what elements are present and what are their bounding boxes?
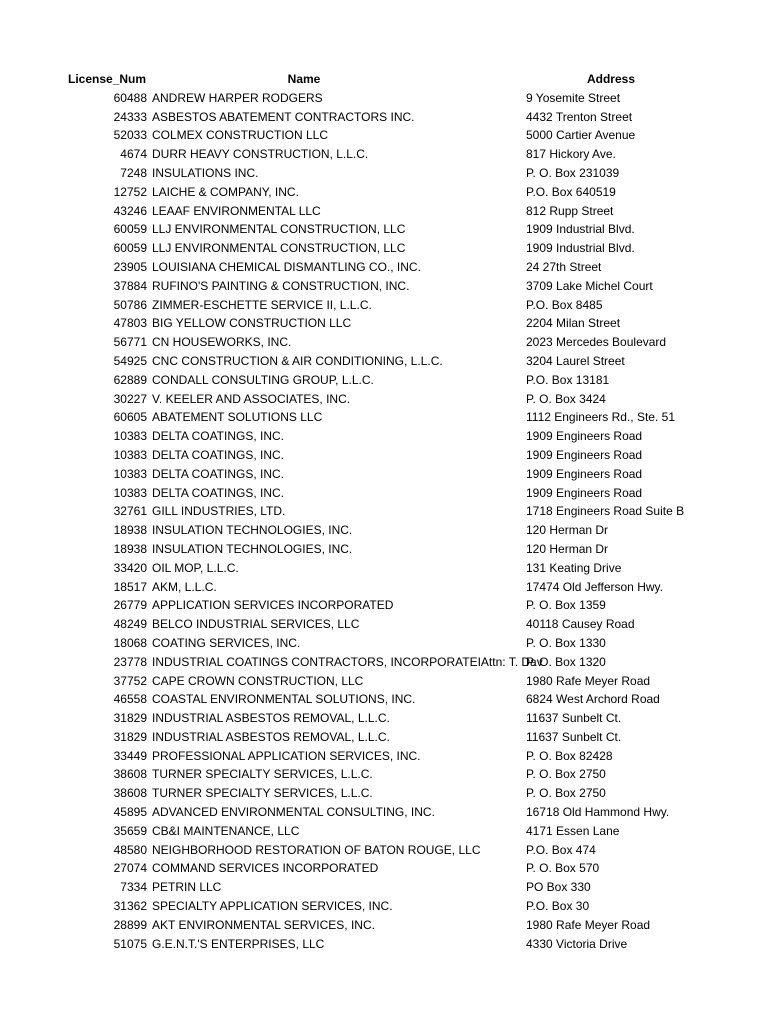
name-cell [152,803,464,822]
address-cell: P.O. Box 30 [526,899,590,914]
name-cell [152,540,464,559]
table-header-row [0,70,770,89]
header-name: Name [287,72,321,86]
name-cell [152,747,464,766]
address-cell: P. O. Box 231039 [526,165,620,180]
address-cell: 1909 Engineers Road [526,429,643,444]
name-text: INSULATION TECHNOLOGIES, INC. [152,541,353,556]
name-text: INDUSTRIAL ASBESTOS REMOVAL, L.L.C. [152,711,390,726]
name-text: NEIGHBORHOOD RESTORATION OF BATON ROUGE, LLC [152,842,481,857]
table-row [0,502,770,521]
address-cell: P. O. Box 570 [526,861,600,876]
address-cell: 4171 Essen Lane [526,823,620,838]
name-text: ABATEMENT SOLUTIONS LLC [152,410,323,425]
name-text: LLJ ENVIRONMENTAL CONSTRUCTION, LLC [152,222,406,237]
name-cell [152,314,464,333]
license-num-cell: 33449 [113,748,147,763]
license-num-cell: 37752 [113,673,147,688]
name-cell [152,653,543,672]
name-text: TURNER SPECIALTY SERVICES, L.L.C. [152,767,373,782]
name-cell [152,145,464,164]
name-cell [152,390,464,409]
license-num-cell: 46558 [113,692,147,707]
table-row [0,164,770,183]
name-text: APPLICATION SERVICES INCORPORATED [152,598,394,613]
address-cell: 11637 Sunbelt Ct. [526,711,622,726]
address-cell: P. O. Box 1359 [526,598,606,613]
name-cell [152,352,464,371]
address-cell: 17474 Old Jefferson Hwy. [526,579,663,594]
license-num-cell: 10383 [113,485,147,500]
name-text: LLJ ENVIRONMENTAL CONSTRUCTION, LLC [152,241,406,256]
table-row [0,859,770,878]
license-num-cell: 37884 [113,278,147,293]
name-cell [152,935,464,954]
license-num-cell: 47803 [113,316,147,331]
license-num-cell: 62889 [113,372,147,387]
license-num-cell: 33420 [113,560,147,575]
license-num-cell: 60059 [113,241,147,256]
table-row [0,371,770,390]
address-cell: P. O. Box 2750 [526,786,606,801]
table-row [0,672,770,691]
license-num-cell: 24333 [113,109,147,124]
license-num-cell: 31362 [113,899,147,914]
name-text: INDUSTRIAL ASBESTOS REMOVAL, L.L.C. [152,729,390,744]
license-num-cell: 60488 [113,90,147,105]
table-row [0,183,770,202]
license-num-cell: 35659 [113,823,147,838]
address-cell: 1112 Engineers Rd., Ste. 51 [526,410,675,425]
table-row [0,390,770,409]
license-num-cell: 10383 [113,466,147,481]
license-num-cell: 56771 [113,335,147,350]
address-cell: 6824 West Archord Road [526,692,660,707]
address-cell: 1980 Rafe Meyer Road [526,917,651,932]
name-text: ZIMMER-ESCHETTE SERVICE II, L.L.C. [152,297,372,312]
name-cell [152,164,464,183]
address-cell: 2023 Mercedes Boulevard [526,335,667,350]
name-cell [152,690,464,709]
name-cell [152,897,464,916]
name-cell [152,634,464,653]
license-num-cell: 18517 [113,579,147,594]
license-num-cell: 38608 [113,786,147,801]
name-cell [152,859,464,878]
license-num-cell: 26779 [113,598,147,613]
table-row [0,277,770,296]
license-num-cell: 54925 [113,353,147,368]
name-cell [152,427,464,446]
name-text: V. KEELER AND ASSOCIATES, INC. [152,391,351,406]
table-row [0,352,770,371]
license-num-cell: 60605 [113,410,147,425]
name-text: COASTAL ENVIRONMENTAL SOLUTIONS, INC. [152,692,416,707]
address-cell: 3204 Laurel Street [526,353,625,368]
name-text: DELTA COATINGS, INC. [152,466,285,481]
name-cell [152,296,464,315]
address-cell: 4432 Trenton Street [526,109,633,124]
name-text: COATING SERVICES, INC. [152,635,301,650]
name-cell [152,202,464,221]
name-cell [152,446,464,465]
table-row [0,841,770,860]
table-row [0,108,770,127]
address-cell: 1909 Industrial Blvd. [526,222,635,237]
license-num-cell: 28899 [113,917,147,932]
table-row [0,258,770,277]
license-table [0,70,770,953]
table-row [0,296,770,315]
address-cell: 16718 Old Hammond Hwy. [526,805,670,820]
name-text: COMMAND SERVICES INCORPORATED [152,861,379,876]
name-cell [152,784,464,803]
table-row [0,427,770,446]
header-address: Address [586,72,636,86]
name-cell [152,126,464,145]
address-cell: P. O. Box 2750 [526,767,606,782]
license-num-cell: 30227 [113,391,147,406]
name-cell [152,183,464,202]
name-text: DELTA COATINGS, INC. [152,447,285,462]
table-row [0,634,770,653]
name-cell [152,333,464,352]
name-cell [152,709,464,728]
name-text: COLMEX CONSTRUCTION LLC [152,128,329,143]
table-row [0,239,770,258]
name-cell [152,277,464,296]
table-row [0,784,770,803]
table-row [0,465,770,484]
name-cell [152,521,464,540]
license-num-cell: 27074 [113,861,147,876]
address-cell: 40118 Causey Road [526,617,635,632]
address-cell: 1718 Engineers Road Suite B [526,504,685,519]
table-row [0,596,770,615]
table-row [0,220,770,239]
table-row [0,314,770,333]
name-text: OIL MOP, L.L.C. [152,560,239,575]
address-cell: 5000 Cartier Avenue [526,128,636,143]
address-cell: P. O. Box 1320 [526,654,606,669]
table-row [0,202,770,221]
name-cell [152,502,464,521]
name-text: CONDALL CONSULTING GROUP, L.L.C. [152,372,374,387]
name-text: PETRIN LLC [152,880,222,895]
address-cell: 3709 Lake Michel Court [526,278,653,293]
name-text: LAICHE & COMPANY, INC. [152,184,299,199]
license-num-cell: 48249 [113,617,147,632]
address-cell: 4330 Victoria Drive [526,936,628,951]
name-text: INSULATION TECHNOLOGIES, INC. [152,523,353,538]
table-row [0,803,770,822]
name-text: DELTA COATINGS, INC. [152,429,285,444]
name-text: DURR HEAVY CONSTRUCTION, L.L.C. [152,147,369,162]
license-num-cell: 38608 [113,767,147,782]
table-row [0,578,770,597]
name-cell [152,728,464,747]
name-text: GILL INDUSTRIES, LTD. [152,504,286,519]
name-cell [152,578,464,597]
name-cell [152,484,464,503]
table-row [0,822,770,841]
name-text: CN HOUSEWORKS, INC. [152,335,292,350]
address-cell: P.O. Box 8485 [526,297,603,312]
name-text: SPECIALTY APPLICATION SERVICES, INC. [152,899,393,914]
name-cell [152,878,464,897]
license-num-cell: 10383 [113,429,147,444]
table-row [0,653,770,672]
address-cell: 2204 Milan Street [526,316,621,331]
name-cell [152,765,464,784]
table-row [0,484,770,503]
address-cell: P.O. Box 640519 [526,184,616,199]
name-text: CNC CONSTRUCTION & AIR CONDITIONING, L.L.C. [152,353,443,368]
name-text: BIG YELLOW CONSTRUCTION LLC [152,316,352,331]
address-cell: 120 Herman Dr [526,523,609,538]
address-cell: P. O. Box 82428 [526,748,613,763]
address-cell: 9 Yosemite Street [526,90,621,105]
table-body [0,89,770,954]
license-num-cell: 31829 [113,729,147,744]
license-num-cell: 60059 [113,222,147,237]
table-row [0,333,770,352]
table-row [0,897,770,916]
address-cell: 1980 Rafe Meyer Road [526,673,651,688]
table-row [0,145,770,164]
license-num-cell: 32761 [113,504,147,519]
name-cell [152,465,464,484]
license-num-cell: 18938 [113,523,147,538]
name-cell [152,89,464,108]
address-cell: 120 Herman Dr [526,541,609,556]
table-row [0,765,770,784]
table-row [0,126,770,145]
license-num-cell: 12752 [113,184,147,199]
table-row [0,89,770,108]
header-license-num: License_Num [68,72,147,86]
table-row [0,709,770,728]
name-cell [152,916,464,935]
address-cell: 1909 Industrial Blvd. [526,241,635,256]
name-cell [152,239,464,258]
name-text: CB&I MAINTENANCE, LLC [152,823,300,838]
license-num-cell: 18938 [113,541,147,556]
license-num-cell: 51075 [113,936,147,951]
name-cell [152,220,464,239]
name-text: PROFESSIONAL APPLICATION SERVICES, INC. [152,748,421,763]
name-text: LEAAF ENVIRONMENTAL LLC [152,203,321,218]
license-num-cell: 4674 [120,147,147,162]
table-row [0,935,770,954]
name-text: AKT ENVIRONMENTAL SERVICES, INC. [152,917,375,932]
address-cell: 1909 Engineers Road [526,466,643,481]
table-row [0,728,770,747]
name-cell [152,559,464,578]
name-cell [152,615,464,634]
table-row [0,615,770,634]
name-cell [152,596,464,615]
address-cell: P. O. Box 3424 [526,391,606,406]
name-text: AKM, L.L.C. [152,579,217,594]
license-num-cell: 10383 [113,447,147,462]
name-text: ADVANCED ENVIRONMENTAL CONSULTING, INC. [152,805,435,820]
name-text: CAPE CROWN CONSTRUCTION, LLC [152,673,364,688]
name-text: LOUISIANA CHEMICAL DISMANTLING CO., INC. [152,259,421,274]
table-row [0,878,770,897]
name-text: G.E.N.T.'S ENTERPRISES, LLC [152,936,325,951]
table-row [0,446,770,465]
table-row [0,690,770,709]
table-row [0,559,770,578]
license-num-cell: 43246 [113,203,147,218]
name-cell [152,672,464,691]
license-num-cell: 45895 [113,805,147,820]
name-cell [152,371,464,390]
address-cell: 1909 Engineers Road [526,485,643,500]
name-text: TURNER SPECIALTY SERVICES, L.L.C. [152,786,373,801]
license-num-cell: 48580 [113,842,147,857]
address-cell: 812 Rupp Street [526,203,614,218]
table-row [0,408,770,427]
name-text: RUFINO'S PAINTING & CONSTRUCTION, INC. [152,278,410,293]
address-cell: 24 27th Street [526,259,602,274]
license-num-cell: 52033 [113,128,147,143]
name-text: ASBESTOS ABATEMENT CONTRACTORS INC. [152,109,415,124]
name-cell [152,822,464,841]
name-cell [152,108,464,127]
name-text: DELTA COATINGS, INC. [152,485,285,500]
table-row [0,521,770,540]
address-cell: 131 Keating Drive [526,560,622,575]
name-text: ANDREW HARPER RODGERS [152,90,323,105]
name-cell [152,408,464,427]
name-cell [152,258,464,277]
license-num-cell: 23905 [113,259,147,274]
name-cell [152,841,481,860]
name-overflow-text: Attn: T. Dav [480,654,543,669]
license-num-cell: 7334 [120,880,147,895]
license-num-cell: 23778 [113,654,147,669]
license-num-cell: 7248 [120,165,147,180]
address-cell: P.O. Box 474 [526,842,596,857]
name-text: INDUSTRIAL COATINGS CONTRACTORS, INCORPORATEI [152,654,481,669]
table-row [0,747,770,766]
license-num-cell: 50786 [113,297,147,312]
table-row [0,916,770,935]
address-cell: 817 Hickory Ave. [526,147,616,162]
address-cell: PO Box 330 [526,880,591,895]
license-num-cell: 18068 [113,635,147,650]
license-num-cell: 31829 [113,711,147,726]
table-row [0,540,770,559]
address-cell: P. O. Box 1330 [526,635,606,650]
name-text: BELCO INDUSTRIAL SERVICES, LLC [152,617,360,632]
address-cell: 1909 Engineers Road [526,447,643,462]
address-cell: P.O. Box 13181 [526,372,610,387]
address-cell: 11637 Sunbelt Ct. [526,729,622,744]
name-text: INSULATIONS INC. [152,165,259,180]
